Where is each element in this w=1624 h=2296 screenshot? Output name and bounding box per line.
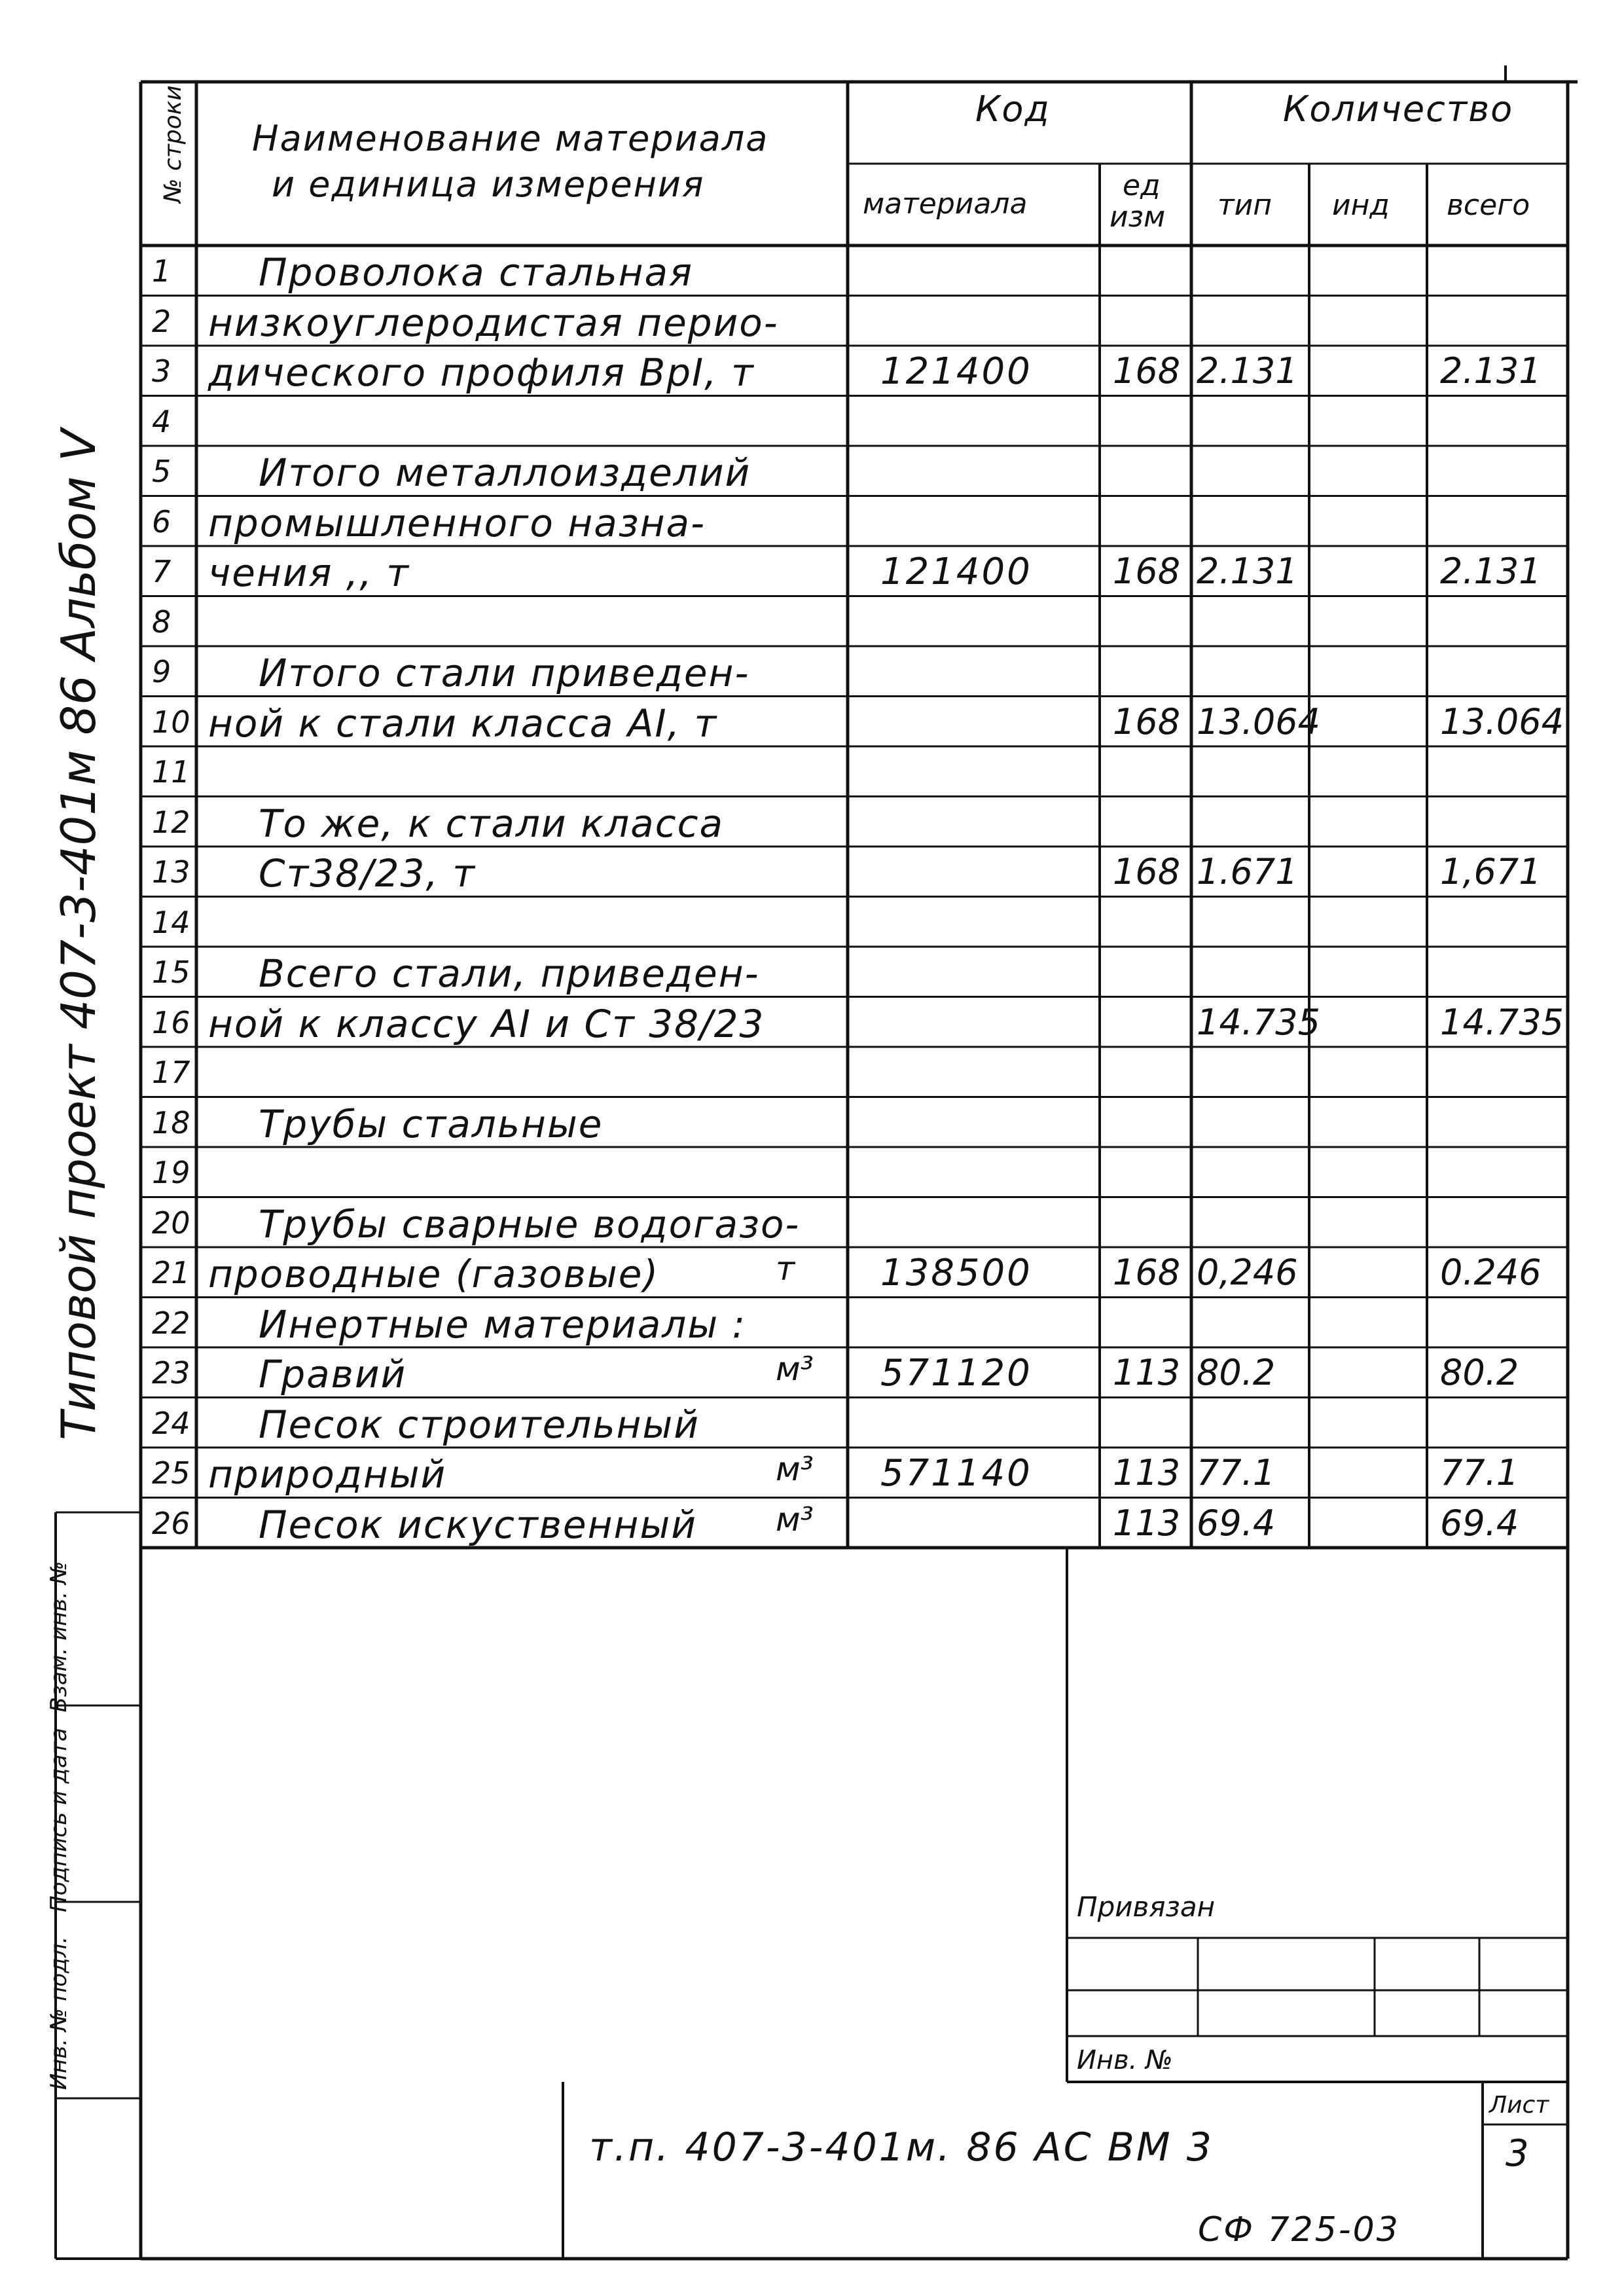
material-name: Гравий xyxy=(259,1352,407,1396)
row-number: 9 xyxy=(152,654,171,689)
unit-code: 168 xyxy=(1113,1252,1181,1293)
header-ind: инд xyxy=(1332,189,1390,222)
header-unit-line1: ед xyxy=(1123,169,1161,202)
material-name: Песок строительный xyxy=(259,1402,700,1447)
row-number: 24 xyxy=(152,1405,190,1441)
qty-total: 80.2 xyxy=(1440,1352,1519,1393)
material-unit: м³ xyxy=(776,1350,814,1388)
row-number: 10 xyxy=(152,704,190,740)
row-number: 16 xyxy=(152,1004,190,1040)
material-code: 121400 xyxy=(880,551,1032,593)
qty-total: 2.131 xyxy=(1440,350,1542,392)
stamp-inv-podl: Инв. № подл. xyxy=(46,1936,72,2090)
row-number: 21 xyxy=(152,1255,190,1290)
row-number: 11 xyxy=(152,754,190,790)
header-code: Код xyxy=(975,88,1051,130)
qty-typ: 1.671 xyxy=(1197,851,1298,892)
row-number: 4 xyxy=(152,403,171,439)
material-name: чения ,, т xyxy=(208,551,410,595)
qty-typ: 2.131 xyxy=(1197,350,1298,392)
unit-code: 113 xyxy=(1113,1502,1181,1544)
material-name: ной к классу АI и Ст 38/23 xyxy=(208,1001,765,1046)
qty-total: 2.131 xyxy=(1440,551,1542,592)
qty-typ: 77.1 xyxy=(1197,1452,1276,1493)
unit-code: 168 xyxy=(1113,851,1181,892)
header-unit-line2: изм xyxy=(1110,200,1166,234)
material-name: низкоуглеродистая перио- xyxy=(208,300,779,345)
header-material: материала xyxy=(863,187,1028,221)
row-number: 15 xyxy=(152,955,190,990)
qty-total: 1,671 xyxy=(1440,851,1542,892)
sheet-number: 3 xyxy=(1506,2132,1529,2175)
material-name: Всего стали, приведен- xyxy=(259,951,760,996)
archive-code: СФ 725-03 xyxy=(1198,2210,1400,2250)
unit-code: 168 xyxy=(1113,551,1181,592)
material-unit: м³ xyxy=(776,1450,814,1488)
header-quantity: Количество xyxy=(1283,88,1514,130)
material-name: Трубы сварные водогазо- xyxy=(259,1201,801,1247)
row-number: 17 xyxy=(152,1055,190,1090)
qty-total: 77.1 xyxy=(1440,1452,1519,1493)
row-number: 18 xyxy=(152,1104,190,1140)
material-name: промышленного назна- xyxy=(208,500,706,545)
row-number: 14 xyxy=(152,904,190,940)
material-unit: т xyxy=(776,1250,795,1288)
material-code: 121400 xyxy=(880,350,1032,393)
header-name-line2: и единица измерения xyxy=(272,164,705,205)
material-name: дического профиля ВрI, т xyxy=(208,350,755,395)
row-number: 7 xyxy=(152,554,171,589)
row-number: 26 xyxy=(152,1505,190,1541)
document-designation: т.п. 407-3-401м. 86 АС ВМ 3 xyxy=(589,2124,1214,2170)
material-name: проводные (газовые) xyxy=(208,1252,660,1296)
project-spine-label: Типовой проект 407-3-401м 86 Альбом V xyxy=(51,429,106,1440)
header-name-line1: Наименование материала xyxy=(252,118,769,159)
material-code: 138500 xyxy=(880,1252,1032,1294)
row-number: 6 xyxy=(152,503,171,539)
row-number: 3 xyxy=(152,354,171,389)
stamp-signature-date: Подпись и дата xyxy=(46,1728,72,1912)
qty-typ: 80.2 xyxy=(1197,1352,1276,1393)
privyazan-label: Привязан xyxy=(1077,1891,1216,1923)
unit-code: 113 xyxy=(1113,1352,1181,1393)
qty-total: 14.735 xyxy=(1440,1001,1564,1043)
unit-code: 168 xyxy=(1113,701,1181,742)
material-name: Ст38/23, т xyxy=(259,851,477,896)
qty-typ: 69.4 xyxy=(1197,1502,1276,1544)
header-typ: тип xyxy=(1218,189,1272,222)
material-name: ной к стали класса АI, т xyxy=(208,701,718,746)
inventory-no-label: Инв. № xyxy=(1077,2045,1173,2075)
row-number: 20 xyxy=(152,1205,190,1241)
material-name: Инертные материалы : xyxy=(259,1302,747,1347)
material-name: Итого стали приведен- xyxy=(259,651,750,695)
material-name: Трубы стальные xyxy=(259,1101,604,1146)
material-code: 571140 xyxy=(880,1452,1032,1495)
unit-code: 113 xyxy=(1113,1452,1181,1493)
qty-typ: 13.064 xyxy=(1197,701,1320,742)
row-number: 5 xyxy=(152,454,171,489)
material-name: То же, к стали класса xyxy=(259,801,725,846)
row-number: 1 xyxy=(152,253,171,289)
qty-total: 69.4 xyxy=(1440,1502,1519,1544)
material-name: Песок искуственный xyxy=(259,1502,697,1547)
qty-typ: 0,246 xyxy=(1197,1252,1298,1293)
row-number: 19 xyxy=(152,1155,190,1190)
row-number: 12 xyxy=(152,804,190,840)
sheet-label: Лист xyxy=(1489,2092,1549,2119)
row-number: 13 xyxy=(152,854,190,890)
row-number: 8 xyxy=(152,604,171,640)
unit-code: 168 xyxy=(1113,350,1181,392)
qty-total: 13.064 xyxy=(1440,701,1564,742)
header-total: всего xyxy=(1447,189,1530,222)
stamp-vzam-inv: Взам. инв. № xyxy=(46,1561,72,1713)
row-number: 23 xyxy=(152,1355,190,1391)
row-number: 2 xyxy=(152,303,171,339)
qty-typ: 14.735 xyxy=(1197,1001,1320,1043)
material-code: 571120 xyxy=(880,1352,1032,1394)
material-name: природный xyxy=(208,1452,447,1497)
qty-total: 0.246 xyxy=(1440,1252,1542,1293)
material-name: Проволока стальная xyxy=(259,250,693,295)
material-unit: м³ xyxy=(776,1500,814,1539)
qty-typ: 2.131 xyxy=(1197,551,1298,592)
row-number: 22 xyxy=(152,1305,190,1341)
material-name: Итого металлоизделий xyxy=(259,450,751,495)
row-number: 25 xyxy=(152,1455,190,1491)
header-row-number: № строки xyxy=(160,85,187,203)
